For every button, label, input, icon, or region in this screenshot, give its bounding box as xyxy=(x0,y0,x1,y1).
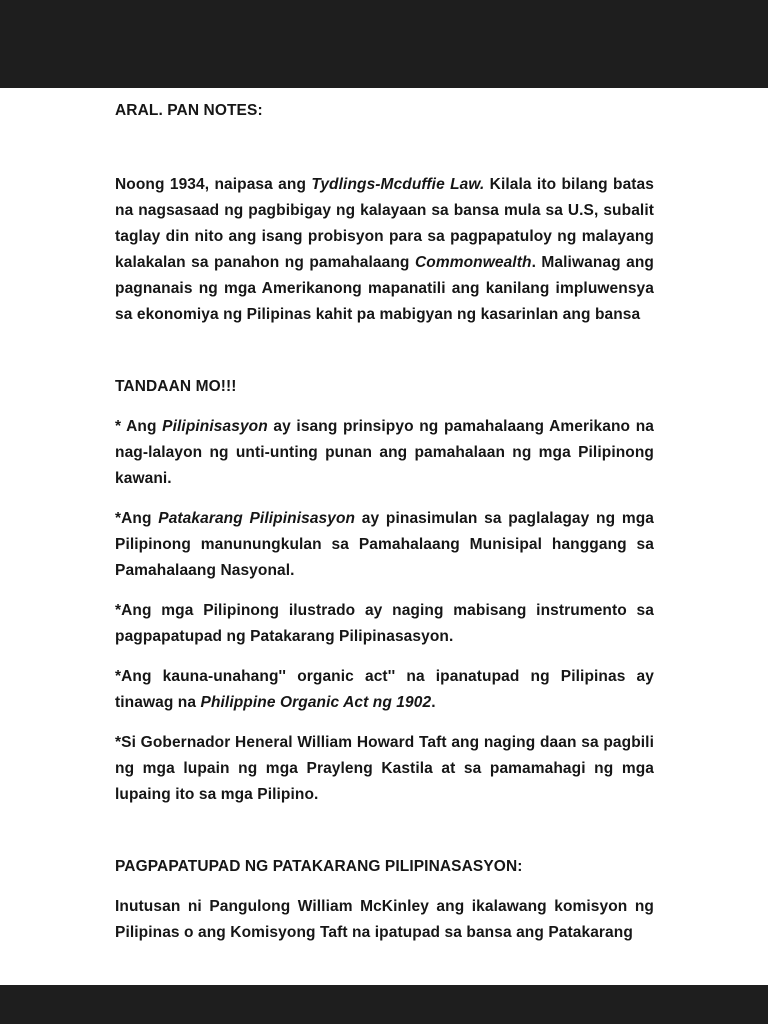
italic-text-segment: Patakarang Pilipinisasyon xyxy=(158,510,356,527)
text-segment: Noong 1934, naipasa ang xyxy=(115,176,312,193)
document-page xyxy=(0,88,768,985)
section-heading xyxy=(115,854,654,880)
italic-text-segment: Philippine Organic Act ng 1902 xyxy=(200,694,432,711)
body-paragraph xyxy=(115,894,654,946)
italic-text-segment: Pilipinisasyon xyxy=(162,418,268,435)
italic-text-segment: Commonwealth xyxy=(414,254,532,271)
body-paragraph xyxy=(115,664,654,716)
text-segment: . xyxy=(431,694,436,711)
text-segment: *Ang xyxy=(115,510,159,527)
body-paragraph xyxy=(115,506,654,584)
text-segment: *Si Gobernador Heneral William Howard Taft ang naging daan sa pagbili ng mga lupain ng mga Prayleng Kastila at sa pamamahagi ng mga lupaing ito sa mga Pilipino. xyxy=(115,734,654,803)
text-segment: *Ang kauna-unahang'' organic act'' na ipanatupad ng Pilipinas ay tinawag na xyxy=(115,668,654,711)
text-segment: TANDAAN MO!!! xyxy=(115,378,237,395)
text-segment: Inutusan ni Pangulong William McKinley ang ikalawang komisyon ng Pilipinas o ang Komisyong Taft na ipatupad sa bansa ang Patakarang xyxy=(115,898,654,941)
text-segment: ay isang prinsipyo ng pamahalaang Amerikano na nag-lalayon ng unti-unting punan ang pamahalaan ng mga Pilipinong kawani. xyxy=(115,418,654,487)
text-segment: Kilala ito bilang batas na nagsasaad ng pagbibigay ng kalayaan sa bansa mula sa U.S, subalit taglay din nito ang isang probisyon para sa pagpapatuloy ng malayang kalakalan sa panahon ng pamahalaang xyxy=(115,176,654,271)
body-paragraph xyxy=(115,598,654,650)
body-paragraph xyxy=(115,172,654,328)
italic-text-segment: Tydlings-Mcduffie Law. xyxy=(311,176,485,193)
document-content xyxy=(115,98,654,946)
text-segment: . Maliwanag ang pagnanais ng mga Amerikanong mapanatili ang kanilang impluwensya sa ekonomiya ng Pilipinas kahit pa mabigyan ng kasarinlan ang bansa xyxy=(115,254,654,323)
letterbox-top xyxy=(0,0,768,88)
section-heading xyxy=(115,98,654,124)
body-paragraph xyxy=(115,414,654,492)
text-segment: * Ang xyxy=(115,418,163,435)
body-paragraph xyxy=(115,730,654,808)
text-segment: ay pinasimulan sa paglalagay ng mga Pilipinong manunungkulan sa Pamahalaang Munisipal hanggang sa Pamahalaang Nasyonal. xyxy=(115,510,655,579)
text-segment: *Ang mga Pilipinong ilustrado ay naging mabisang instrumento sa pagpapatupad ng Patakarang Pilipinasasyon. xyxy=(115,602,654,645)
section-heading xyxy=(115,374,654,400)
letterbox-bottom xyxy=(0,985,768,1024)
text-segment: ARAL. PAN NOTES: xyxy=(115,102,263,119)
text-segment: PAGPAPATUPAD NG PATAKARANG PILIPINASASYON: xyxy=(115,858,523,875)
